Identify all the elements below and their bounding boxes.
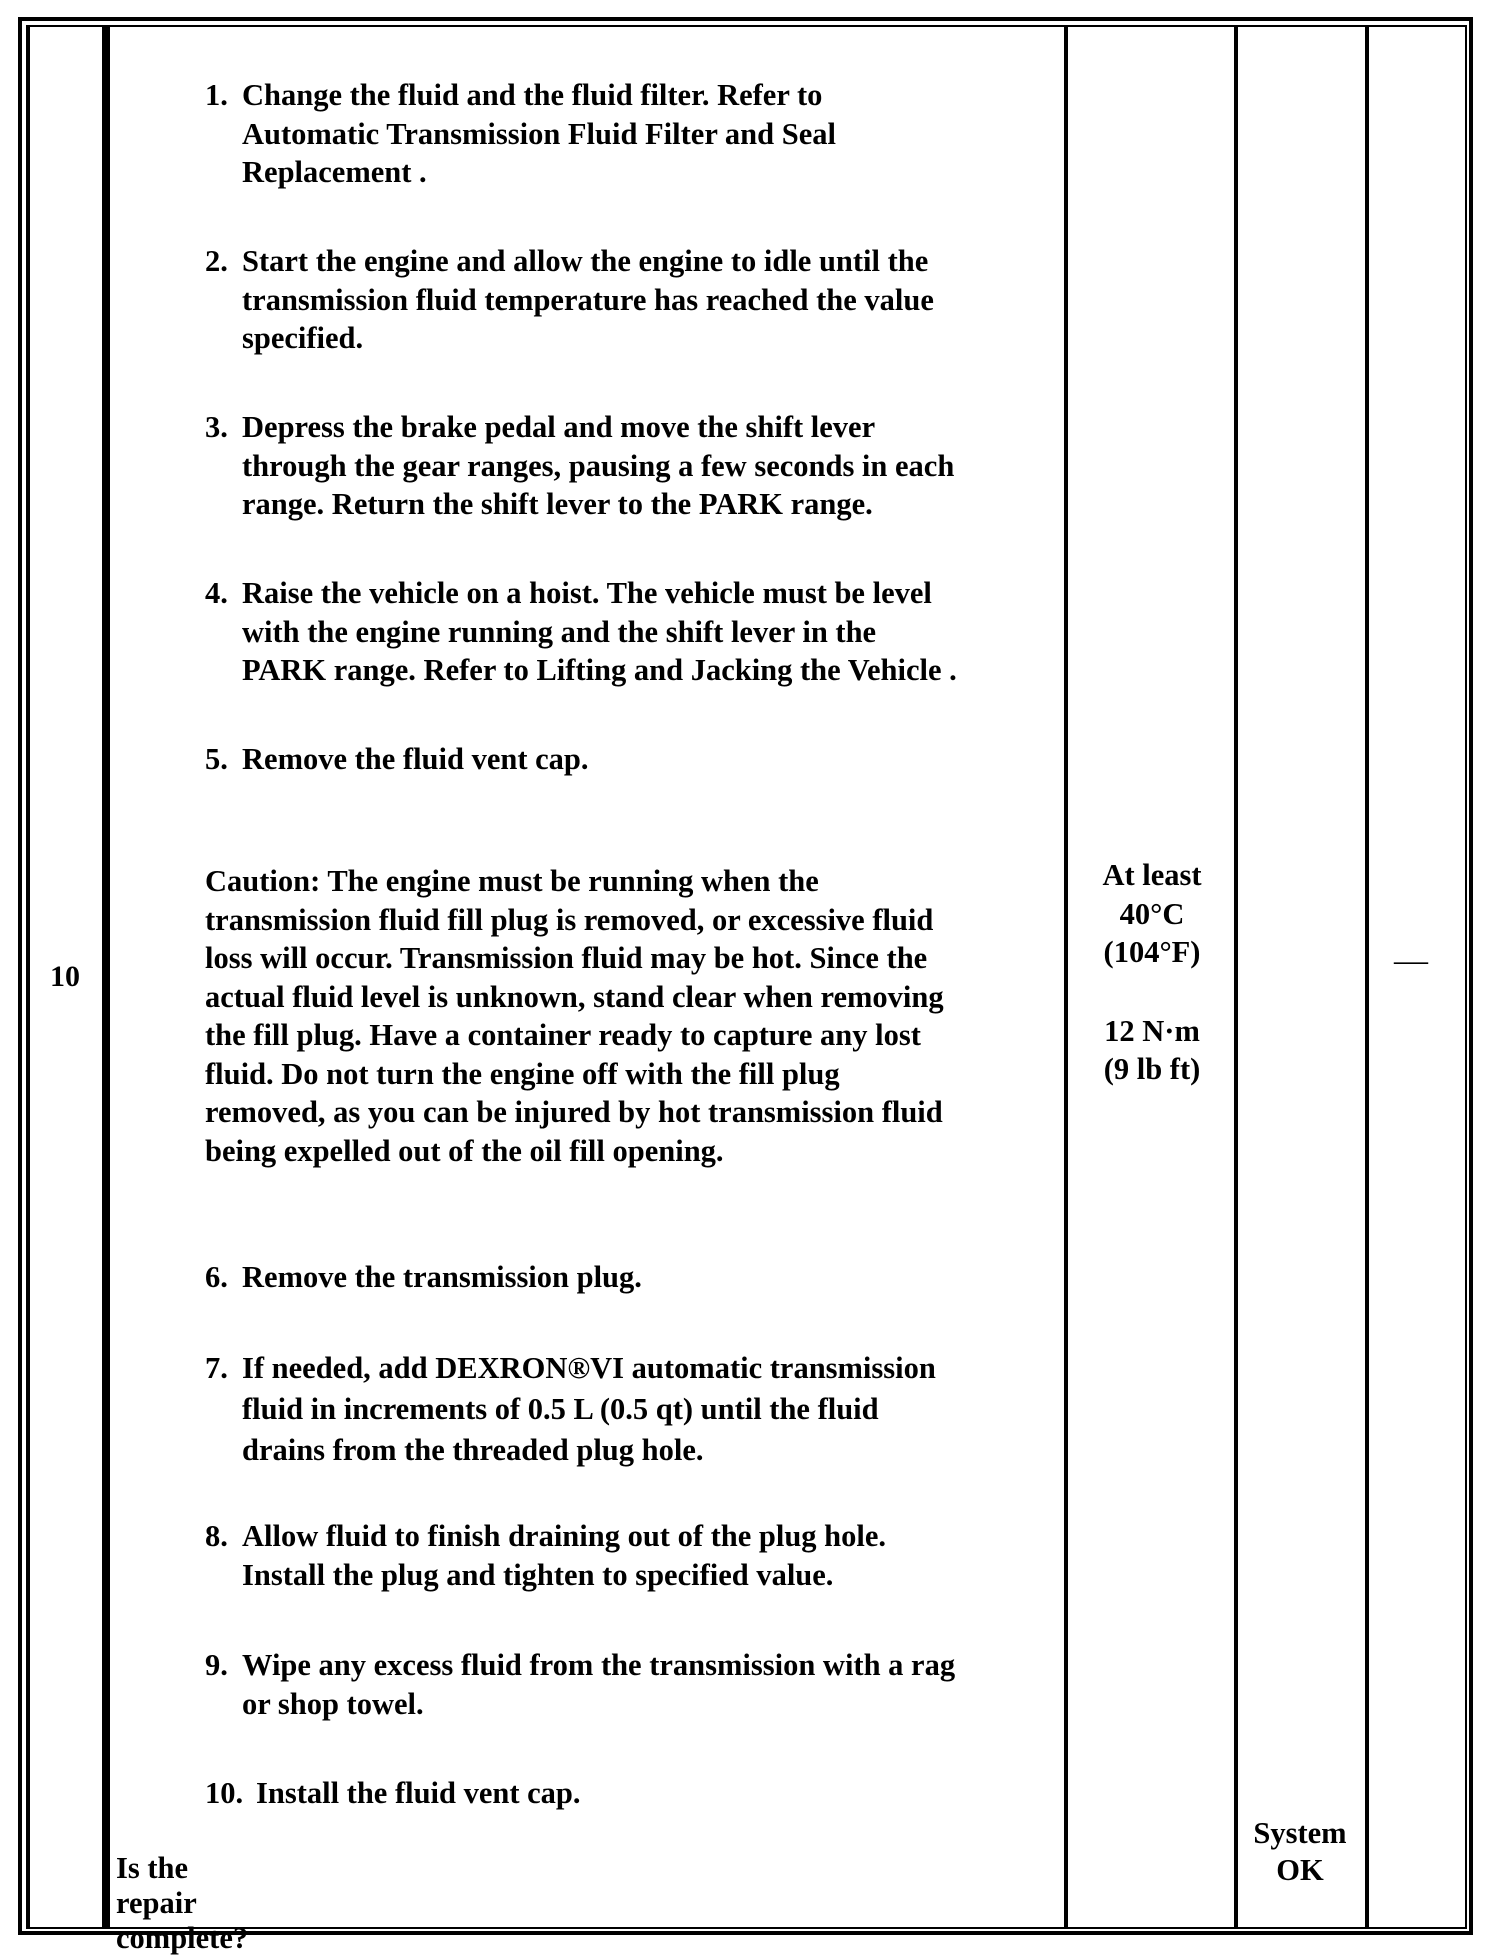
item-number: 8. bbox=[205, 1519, 228, 1553]
item-text: Remove the fluid vent cap. bbox=[242, 742, 589, 776]
item-number: 5. bbox=[205, 742, 228, 776]
item-text: Raise the vehicle on a hoist. The vehicle must be level with the engine running and the shift lever in the PARK range. Refer to Lifting and Jacking the Vehicle . bbox=[242, 576, 957, 687]
item-text: Install the fluid vent cap. bbox=[256, 1776, 581, 1810]
item-number: 9. bbox=[205, 1648, 228, 1682]
item-number: 7. bbox=[205, 1351, 228, 1385]
spec-values bbox=[1072, 856, 1232, 1089]
item-text: If needed, add DEXRON®VI automatic transmission fluid in increments of 0.5 L (0.5 qt) until the fluid drains from the threaded plug hole. bbox=[242, 1351, 936, 1467]
yes-result: — bbox=[1394, 942, 1428, 979]
caution-note: Caution: The engine must be running when the transmission fluid fill plug is removed, or excessive fluid loss will occur. Transmission fluid may be hot. Since the actual fluid level is unknown, stand clear when removing the fill plug. Have a container ready to capture any lost fluid. Do not turn the engine off with the fill plug removed, as you can be injured by hot transmission fluid being expelled out of the oil fill opening. bbox=[205, 864, 944, 1168]
item-number: 6. bbox=[205, 1260, 228, 1294]
item-text: Start the engine and allow the engine to idle until the transmission fluid temperature has reached the value specified. bbox=[242, 244, 934, 355]
torque-line-1: 12 N·m bbox=[1104, 1013, 1200, 1048]
temp-line-1: At least bbox=[1102, 858, 1202, 892]
question-text: Is the repair complete? bbox=[116, 1851, 249, 1955]
item-text: Change the fluid and the fluid filter. Refer to Automatic Transmission Fluid Filter and Seal Replacement . bbox=[242, 78, 836, 189]
item-text: Remove the transmission plug. bbox=[242, 1260, 642, 1294]
column-yes bbox=[1234, 25, 1369, 1929]
item-text: Wipe any excess fluid from the transmission with a rag or shop towel. bbox=[242, 1648, 956, 1721]
item-text: Allow fluid to finish draining out of the plug hole. Install the plug and tighten to specified value. bbox=[242, 1519, 887, 1592]
step-number: 10 bbox=[50, 960, 80, 993]
item-number: 1. bbox=[205, 78, 228, 112]
temp-line-2: 40°C bbox=[1119, 896, 1185, 931]
item-text: Depress the brake pedal and move the shift lever through the gear ranges, pausing a few seconds in each range. Return the shift lever to the PARK range. bbox=[242, 410, 955, 521]
temp-line-3: (104°F) bbox=[1103, 935, 1201, 969]
item-number: 4. bbox=[205, 576, 228, 610]
item-number: 10. bbox=[205, 1776, 244, 1810]
torque-line-2: (9 lb ft) bbox=[1103, 1052, 1201, 1086]
no-result bbox=[1240, 1815, 1360, 1889]
item-number: 2. bbox=[205, 244, 228, 278]
no-result-line-1: System bbox=[1253, 1816, 1347, 1850]
no-result-line-2: OK bbox=[1276, 1853, 1324, 1887]
item-number: 3. bbox=[205, 410, 228, 444]
